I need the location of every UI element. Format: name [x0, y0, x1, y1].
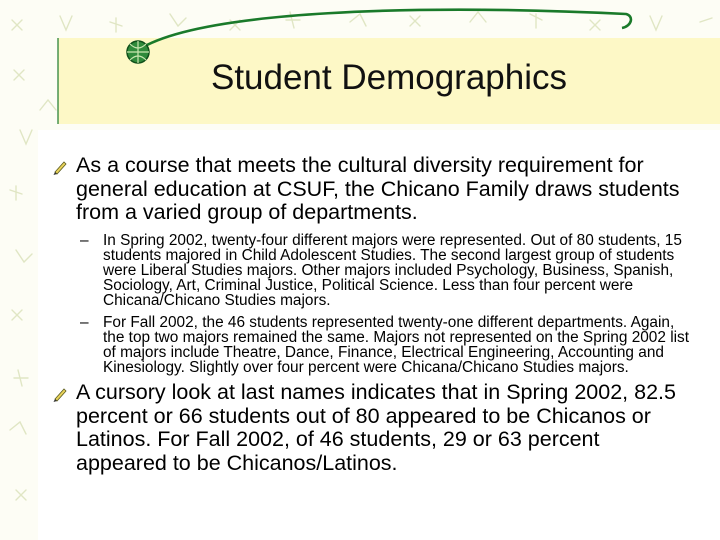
bullet-item — [52, 154, 692, 225]
dash-marker: – — [80, 231, 89, 249]
slide-title: Student Demographics — [210, 58, 568, 97]
bullet-text: As a course that meets the cultural diversity requirement for general education at CSUF, the Chicano Family draws students from a varied group of departments. — [76, 153, 680, 224]
sub-bullet-list — [52, 233, 692, 376]
sub-bullet-text: For Fall 2002, the 46 students represented twenty-one different departments. Again, the top two majors remained the same. Majors not represented on the Spring 2002 list of majors include Theatre, Dance, Finance, Electrical Engineering, Accounting and Kinesiology. Slightly over four percent were Chicana/Chicano Studies majors. — [103, 313, 690, 377]
dash-marker: – — [80, 313, 89, 331]
bullet-text: A cursory look at last names indicates that in Spring 2002, 82.5 percent or 66 students out of 80 appeared to be Chicanos or Latinos. For Fall 2002, of 46 students, 29 or 63 percent appeared to be Chicanos/Latinos. — [76, 380, 676, 475]
sub-bullet-text: In Spring 2002, twenty-four different majors were represented. Out of 80 students, 15 students majored in Child Adolescent Studies. The second largest group of students were Liberal Studies majors. Other majors included Psychology, Business, Spanish, Sociology, Art, Criminal Justice, Political Science. Less than four percent were Chicana/Chicano Studies majors. — [103, 231, 682, 310]
sub-bullet-item — [52, 315, 692, 376]
bullet-item — [52, 381, 692, 475]
sub-bullet-item — [52, 233, 692, 309]
pencil-icon — [52, 386, 68, 402]
pencil-icon — [52, 159, 68, 175]
bullet-list — [52, 154, 692, 475]
